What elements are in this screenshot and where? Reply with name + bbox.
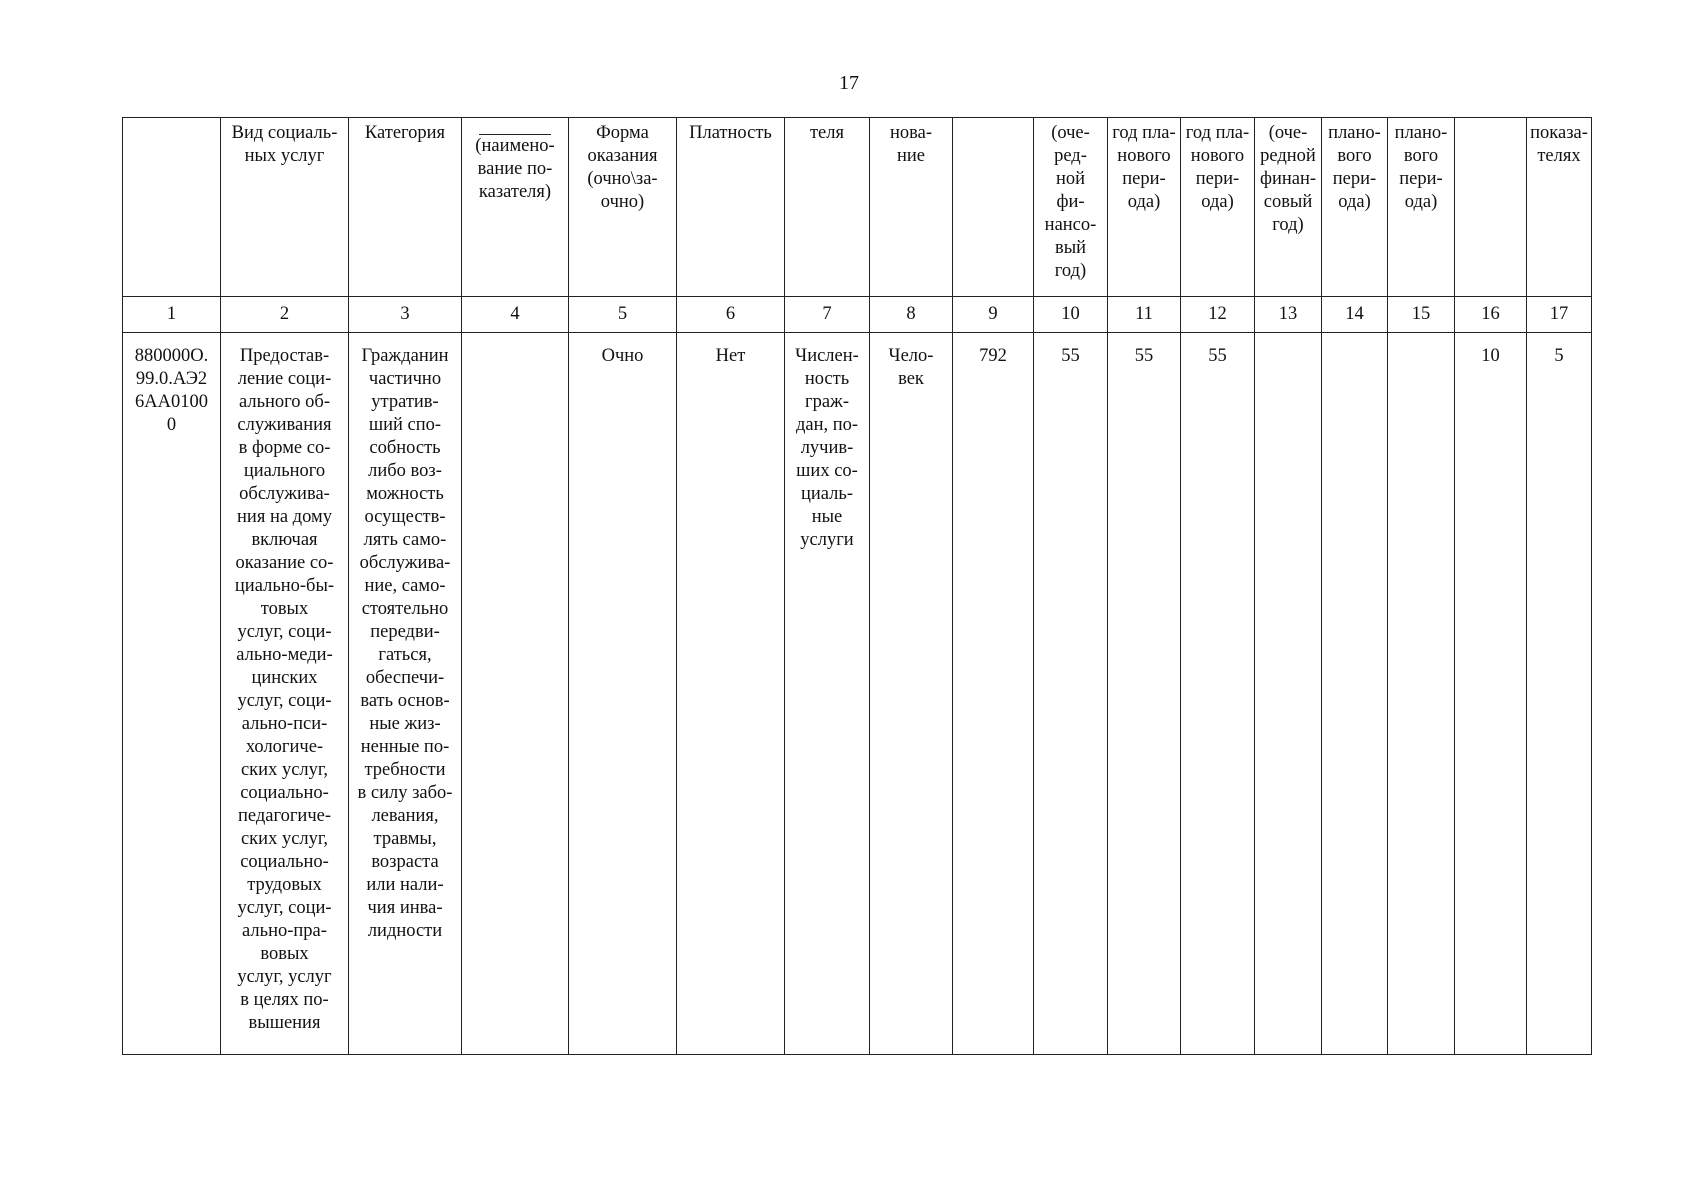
column-number: 1 xyxy=(123,297,221,333)
unit-cell: Чело- век xyxy=(870,333,953,1055)
value-cell: 55 xyxy=(1181,333,1255,1055)
header-cell-7: теля xyxy=(785,118,870,297)
column-number: 11 xyxy=(1108,297,1181,333)
registry-code-cell: 880000О. 99.0.АЭ2 6АА0100 0 xyxy=(123,333,221,1055)
header-cell-3: Категория xyxy=(349,118,462,297)
value-cell: 55 xyxy=(1108,333,1181,1055)
header-cell-1 xyxy=(123,118,221,297)
column-number: 9 xyxy=(953,297,1034,333)
service-indicators-table xyxy=(122,117,1592,1055)
column-number: 7 xyxy=(785,297,870,333)
header-cell-6: Платность xyxy=(677,118,785,297)
code-cell: 792 xyxy=(953,333,1034,1055)
header-cell-10: (оче- ред- ной фи- нансо- вый год) xyxy=(1034,118,1108,297)
header-cell-16 xyxy=(1455,118,1527,297)
value-cell xyxy=(1322,333,1388,1055)
header-cell-14: плано- вого пери- ода) xyxy=(1322,118,1388,297)
column-number-row xyxy=(123,297,1592,333)
page-number: 17 xyxy=(839,72,859,94)
header-row xyxy=(123,118,1592,297)
column-number: 10 xyxy=(1034,297,1108,333)
header-cell-11: год пла- нового пери- ода) xyxy=(1108,118,1181,297)
column-number: 2 xyxy=(221,297,349,333)
service-type-cell: Предостав- ление соци- ального об- служивания в форме со- циального обслужива- ния на дому включая оказание со- циально-бы- товых услуг, соци- ально-меди- цинских услуг, соци- ально-пси- хологиче- ских услуг, социально- педагогиче- ских услуг, социально- трудовых услуг, соци- ально-пра- вовых услуг, услуг в целях по- вышения xyxy=(221,333,349,1055)
header-cell-4: (наимено- вание по- казателя) xyxy=(462,118,569,297)
header-cell-2: Вид социаль- ных услуг xyxy=(221,118,349,297)
deviation-absolute-cell: 5 xyxy=(1527,333,1592,1055)
table-row xyxy=(123,333,1592,1055)
column-number: 15 xyxy=(1388,297,1455,333)
column-number: 12 xyxy=(1181,297,1255,333)
column-number: 6 xyxy=(677,297,785,333)
value-cell: 55 xyxy=(1034,333,1108,1055)
column-number: 17 xyxy=(1527,297,1592,333)
header-cell-8: нова- ние xyxy=(870,118,953,297)
payment-cell: Нет xyxy=(677,333,785,1055)
column-number: 13 xyxy=(1255,297,1322,333)
column-number: 5 xyxy=(569,297,677,333)
column-number: 3 xyxy=(349,297,462,333)
recipient-category-cell: Гражданин частично утратив- ший спо- собность либо воз- можность осуществ- лять само- обслужива- ние, само- стоятельно передви- гаться, обеспечи- вать основ- ные жиз- ненные по- требности в силу забо- левания, травмы, возраста или нали- чия инва- лидности xyxy=(349,333,462,1055)
column-number: 14 xyxy=(1322,297,1388,333)
column-number: 16 xyxy=(1455,297,1527,333)
column-number: 4 xyxy=(462,297,569,333)
value-cell xyxy=(1255,333,1322,1055)
header-cell-13: (оче- редной финан- совый год) xyxy=(1255,118,1322,297)
value-cell xyxy=(1388,333,1455,1055)
deviation-percent-cell: 10 xyxy=(1455,333,1527,1055)
header-cell-12: год пла- нового пери- ода) xyxy=(1181,118,1255,297)
header-cell-9 xyxy=(953,118,1034,297)
service-form-cell: Очно xyxy=(569,333,677,1055)
indicator-cell: Числен- ность граж- дан, по- лучив- ших со- циаль- ные услуги xyxy=(785,333,870,1055)
header-cell-15: плано- вого пери- ода) xyxy=(1388,118,1455,297)
header-cell-5: Форма оказания (очно\за- очно) xyxy=(569,118,677,297)
indicator-name-cell xyxy=(462,333,569,1055)
header-cell-17: показа- телях xyxy=(1527,118,1592,297)
column-number: 8 xyxy=(870,297,953,333)
